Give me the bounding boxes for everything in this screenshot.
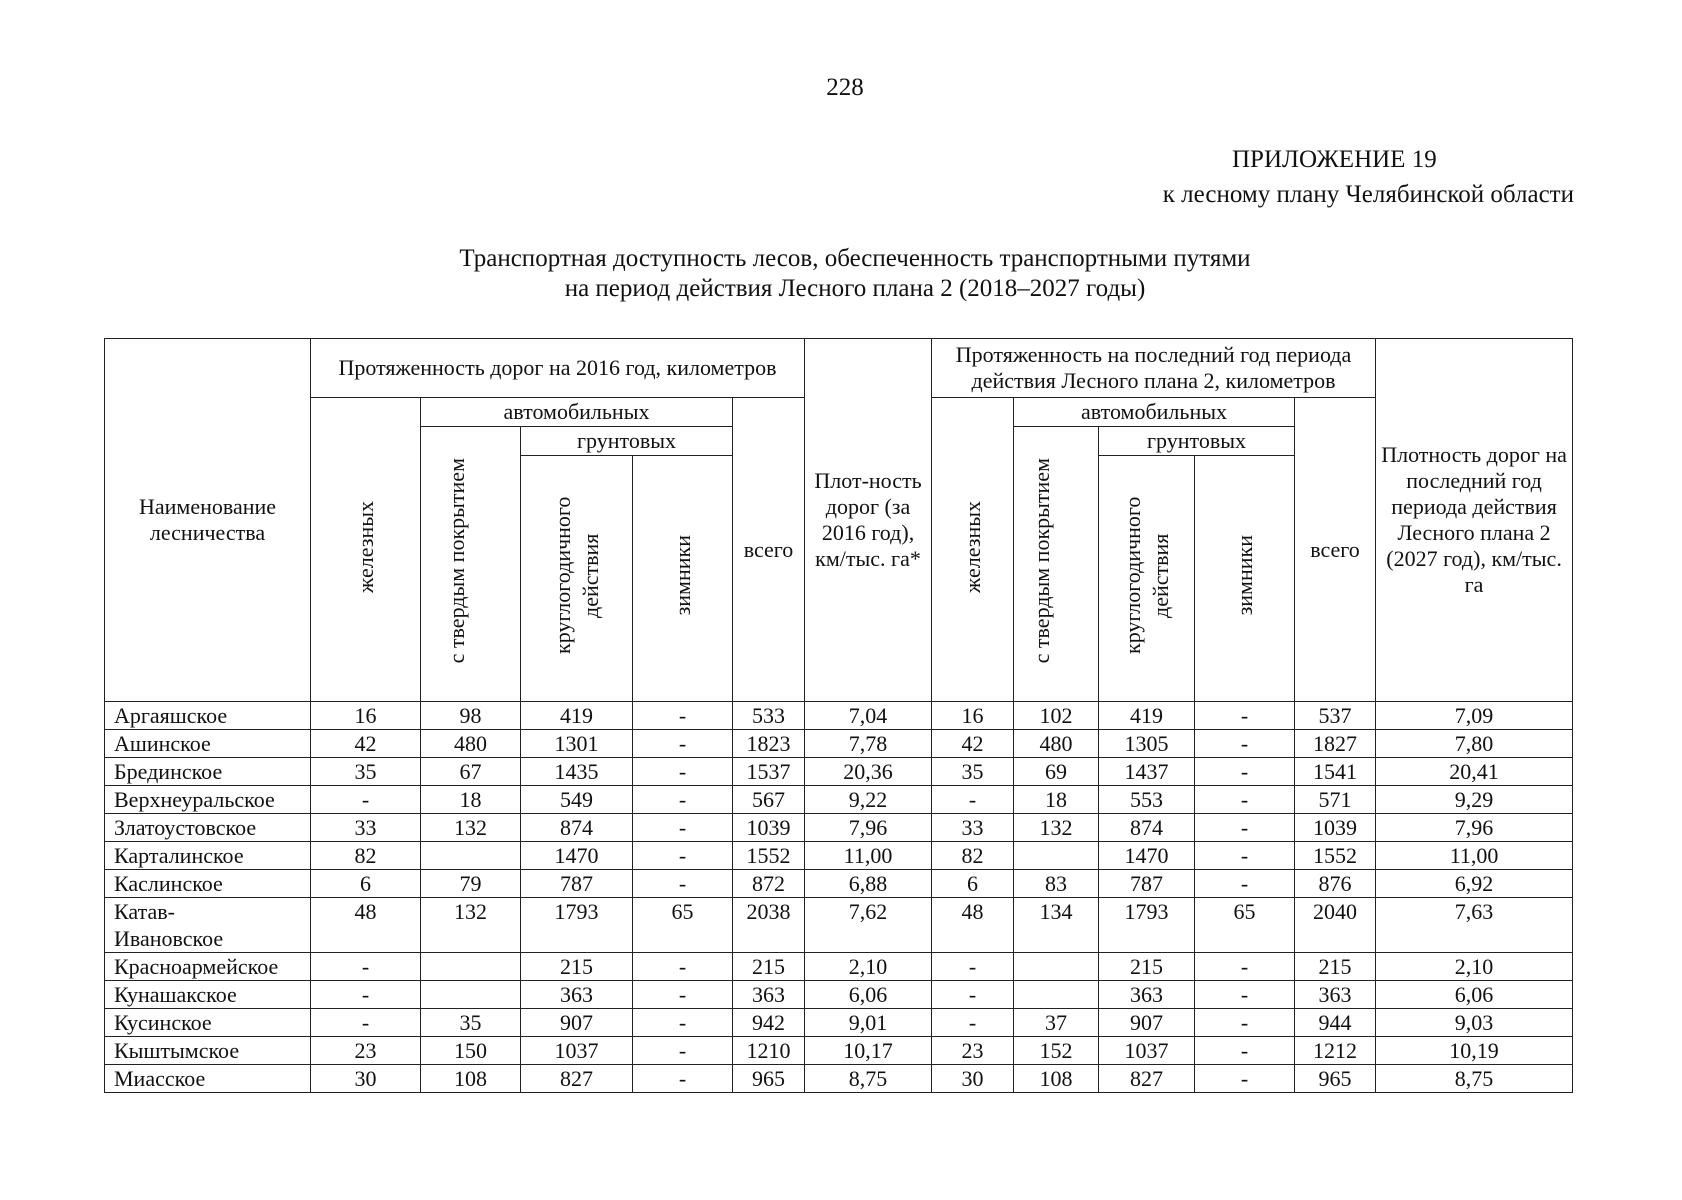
cell: 11,00: [805, 842, 932, 870]
cell: -: [633, 1065, 733, 1093]
cell: -: [1195, 870, 1295, 898]
cell-name: Миасское: [105, 1065, 311, 1093]
cell: -: [1195, 1037, 1295, 1065]
cell: 30: [311, 1065, 421, 1093]
header-density-last: Плотность дорог на последний год периода действия Лесного плана 2 (2027 год), км/тыс. га: [1376, 339, 1573, 702]
cell: -: [311, 953, 421, 981]
cell: 215: [733, 953, 805, 981]
table-row: [105, 953, 1573, 981]
cell: -: [932, 981, 1014, 1009]
cell-name: Златоустовское: [105, 814, 311, 842]
cell: 35: [932, 758, 1014, 786]
cell: 1301: [521, 730, 633, 758]
cell: 827: [521, 1065, 633, 1093]
cell: -: [633, 702, 733, 730]
cell: 537: [1295, 702, 1376, 730]
cell: 37: [1014, 1009, 1099, 1037]
cell: 7,96: [805, 814, 932, 842]
cell: 363: [521, 981, 633, 1009]
cell-name: Красноармейское: [105, 953, 311, 981]
header-name: Наименование лесничества: [105, 339, 311, 702]
cell: 82: [311, 842, 421, 870]
cell: -: [633, 1037, 733, 1065]
cell: 7,62: [805, 898, 932, 953]
cell-name: Катав-Ивановское: [105, 898, 311, 953]
header-auto-2016: автомобильных: [421, 398, 733, 427]
cell: -: [633, 730, 733, 758]
cell: 10,17: [805, 1037, 932, 1065]
cell: 9,01: [805, 1009, 932, 1037]
cell: 872: [733, 870, 805, 898]
cell: -: [633, 1009, 733, 1037]
cell: 48: [311, 898, 421, 953]
cell: 965: [1295, 1065, 1376, 1093]
header-rail-2016: железных: [311, 398, 421, 702]
cell: 1210: [733, 1037, 805, 1065]
cell: -: [633, 758, 733, 786]
cell: [1014, 842, 1099, 870]
cell: 35: [421, 1009, 521, 1037]
cell: -: [1195, 1009, 1295, 1037]
cell-name: Брединское: [105, 758, 311, 786]
cell: 11,00: [1376, 842, 1573, 870]
cell: -: [1195, 953, 1295, 981]
cell: 215: [1295, 953, 1376, 981]
document-title-line-2: на период действия Лесного плана 2 (2018–2027 годы): [564, 275, 1146, 302]
cell: 7,63: [1376, 898, 1573, 953]
cell-name: Кунашакское: [105, 981, 311, 1009]
cell: 942: [733, 1009, 805, 1037]
header-yearround-last: круглогодичного действия: [1099, 456, 1195, 702]
cell: 1437: [1099, 758, 1195, 786]
cell: 787: [1099, 870, 1195, 898]
cell: 102: [1014, 702, 1099, 730]
cell: 363: [1099, 981, 1195, 1009]
header-total-last: всего: [1295, 398, 1376, 702]
cell: 42: [932, 730, 1014, 758]
cell: 1823: [733, 730, 805, 758]
cell: -: [311, 1009, 421, 1037]
cell: [421, 842, 521, 870]
cell: 215: [521, 953, 633, 981]
table-row: [105, 898, 1573, 953]
cell: 907: [1099, 1009, 1195, 1037]
cell: 6,06: [805, 981, 932, 1009]
cell: 65: [633, 898, 733, 953]
cell: 363: [733, 981, 805, 1009]
cell: 35: [311, 758, 421, 786]
roads-table: [104, 338, 1573, 1093]
cell: 1552: [733, 842, 805, 870]
header-density-2016: Плот-ность дорог (за 2016 год), км/тыс. га*: [805, 339, 932, 702]
appendix-title: ПРИЛОЖЕНИЕ 19: [1232, 146, 1437, 173]
cell: 6: [311, 870, 421, 898]
cell: 571: [1295, 786, 1376, 814]
cell: 2038: [733, 898, 805, 953]
cell: 7,80: [1376, 730, 1573, 758]
cell: 1793: [1099, 898, 1195, 953]
header-rail-last: железных: [932, 398, 1014, 702]
table-row: [105, 702, 1573, 730]
cell: [421, 953, 521, 981]
cell: -: [311, 981, 421, 1009]
cell: 1037: [521, 1037, 633, 1065]
header-winter-last: зимники: [1195, 456, 1295, 702]
table-row: [105, 1065, 1573, 1093]
cell: 23: [932, 1037, 1014, 1065]
cell: -: [1195, 786, 1295, 814]
header-dirt-2016: грунтовых: [521, 427, 733, 456]
cell: 132: [421, 814, 521, 842]
cell: 549: [521, 786, 633, 814]
cell: 16: [311, 702, 421, 730]
cell: 18: [421, 786, 521, 814]
cell: 8,75: [805, 1065, 932, 1093]
cell: 7,96: [1376, 814, 1573, 842]
cell: 2040: [1295, 898, 1376, 953]
cell: 827: [1099, 1065, 1195, 1093]
cell: 419: [521, 702, 633, 730]
cell: 480: [1014, 730, 1099, 758]
cell: 82: [932, 842, 1014, 870]
header-dirt-last: грунтовых: [1099, 427, 1295, 456]
cell: -: [1195, 814, 1295, 842]
cell: 787: [521, 870, 633, 898]
table-row: [105, 758, 1573, 786]
cell-name: Кусинское: [105, 1009, 311, 1037]
cell: 1470: [1099, 842, 1195, 870]
cell: 1537: [733, 758, 805, 786]
cell-name: Каслинское: [105, 870, 311, 898]
cell: 567: [733, 786, 805, 814]
cell-name: Карталинское: [105, 842, 311, 870]
cell-name: Ашинское: [105, 730, 311, 758]
cell: -: [633, 814, 733, 842]
cell: 18: [1014, 786, 1099, 814]
cell: 6,92: [1376, 870, 1573, 898]
appendix-subtitle: к лесному плану Челябинской области: [1162, 181, 1574, 208]
cell: 33: [932, 814, 1014, 842]
cell: -: [1195, 842, 1295, 870]
cell: 67: [421, 758, 521, 786]
header-yearround-2016: круглогодичного действия: [521, 456, 633, 702]
cell: 42: [311, 730, 421, 758]
cell: 874: [1099, 814, 1195, 842]
document-title: [395, 244, 1315, 304]
cell: 10,19: [1376, 1037, 1573, 1065]
cell: 20,41: [1376, 758, 1573, 786]
cell: 16: [932, 702, 1014, 730]
cell: 23: [311, 1037, 421, 1065]
cell: -: [633, 870, 733, 898]
cell: 134: [1014, 898, 1099, 953]
cell: -: [633, 953, 733, 981]
cell: 1037: [1099, 1037, 1195, 1065]
cell: 1305: [1099, 730, 1195, 758]
cell: 6: [932, 870, 1014, 898]
cell: -: [932, 786, 1014, 814]
header-group-2016: Протяженность дорог на 2016 год, километров: [311, 339, 805, 398]
cell: 6,06: [1376, 981, 1573, 1009]
document-title-line-1: Транспортная доступность лесов, обеспеченность транспортными путями: [459, 245, 1251, 272]
cell: 152: [1014, 1037, 1099, 1065]
table-row: [105, 786, 1573, 814]
cell: 2,10: [1376, 953, 1573, 981]
cell: 419: [1099, 702, 1195, 730]
cell-name: Верхнеуральское: [105, 786, 311, 814]
cell: 69: [1014, 758, 1099, 786]
cell: 1212: [1295, 1037, 1376, 1065]
header-winter-2016: зимники: [633, 456, 733, 702]
cell: 876: [1295, 870, 1376, 898]
cell: 33: [311, 814, 421, 842]
cell: 108: [1014, 1065, 1099, 1093]
cell: 132: [1014, 814, 1099, 842]
cell: 8,75: [1376, 1065, 1573, 1093]
cell: 944: [1295, 1009, 1376, 1037]
cell: -: [1195, 730, 1295, 758]
cell: [1014, 953, 1099, 981]
cell: -: [1195, 758, 1295, 786]
cell: 1435: [521, 758, 633, 786]
cell: 363: [1295, 981, 1376, 1009]
cell: -: [311, 786, 421, 814]
cell: 9,29: [1376, 786, 1573, 814]
cell: -: [1195, 981, 1295, 1009]
cell-name: Аргаяшское: [105, 702, 311, 730]
cell: 150: [421, 1037, 521, 1065]
cell: -: [1195, 702, 1295, 730]
header-total-2016: всего: [733, 398, 805, 702]
cell: 20,36: [805, 758, 932, 786]
cell: [421, 981, 521, 1009]
header-row-1: [105, 339, 1573, 398]
cell: 48: [932, 898, 1014, 953]
cell: 215: [1099, 953, 1195, 981]
cell: -: [633, 786, 733, 814]
cell: 7,09: [1376, 702, 1573, 730]
table-row: [105, 981, 1573, 1009]
cell: 965: [733, 1065, 805, 1093]
header-group-last: Протяженность на последний год периода действия Лесного плана 2, километров: [932, 339, 1376, 398]
cell: -: [932, 953, 1014, 981]
cell: 6,88: [805, 870, 932, 898]
table-row: [105, 842, 1573, 870]
cell: 1541: [1295, 758, 1376, 786]
cell: 1793: [521, 898, 633, 953]
page-number: 228: [826, 74, 864, 101]
cell: 480: [421, 730, 521, 758]
cell: 65: [1195, 898, 1295, 953]
cell-name: Кыштымское: [105, 1037, 311, 1065]
table-row: [105, 730, 1573, 758]
cell: 1470: [521, 842, 633, 870]
cell: 98: [421, 702, 521, 730]
cell: 30: [932, 1065, 1014, 1093]
cell: [1014, 981, 1099, 1009]
cell: 1827: [1295, 730, 1376, 758]
cell: 1552: [1295, 842, 1376, 870]
table-row: [105, 870, 1573, 898]
cell: 7,04: [805, 702, 932, 730]
cell: -: [633, 981, 733, 1009]
cell: 9,22: [805, 786, 932, 814]
table-row: [105, 814, 1573, 842]
cell: 1039: [733, 814, 805, 842]
cell: -: [633, 842, 733, 870]
cell: 874: [521, 814, 633, 842]
table-row: [105, 1009, 1573, 1037]
cell: 553: [1099, 786, 1195, 814]
cell: 79: [421, 870, 521, 898]
cell: 1039: [1295, 814, 1376, 842]
header-paved-last: с твердым покрытием: [1014, 427, 1099, 702]
cell: -: [932, 1009, 1014, 1037]
cell: 132: [421, 898, 521, 953]
table-row: [105, 1037, 1573, 1065]
cell: 9,03: [1376, 1009, 1573, 1037]
cell: 907: [521, 1009, 633, 1037]
cell: 2,10: [805, 953, 932, 981]
cell: 533: [733, 702, 805, 730]
header-auto-last: автомобильных: [1014, 398, 1295, 427]
cell: 83: [1014, 870, 1099, 898]
cell: -: [1195, 1065, 1295, 1093]
cell: 7,78: [805, 730, 932, 758]
header-paved-2016: с твердым покрытием: [421, 427, 521, 702]
cell: 108: [421, 1065, 521, 1093]
